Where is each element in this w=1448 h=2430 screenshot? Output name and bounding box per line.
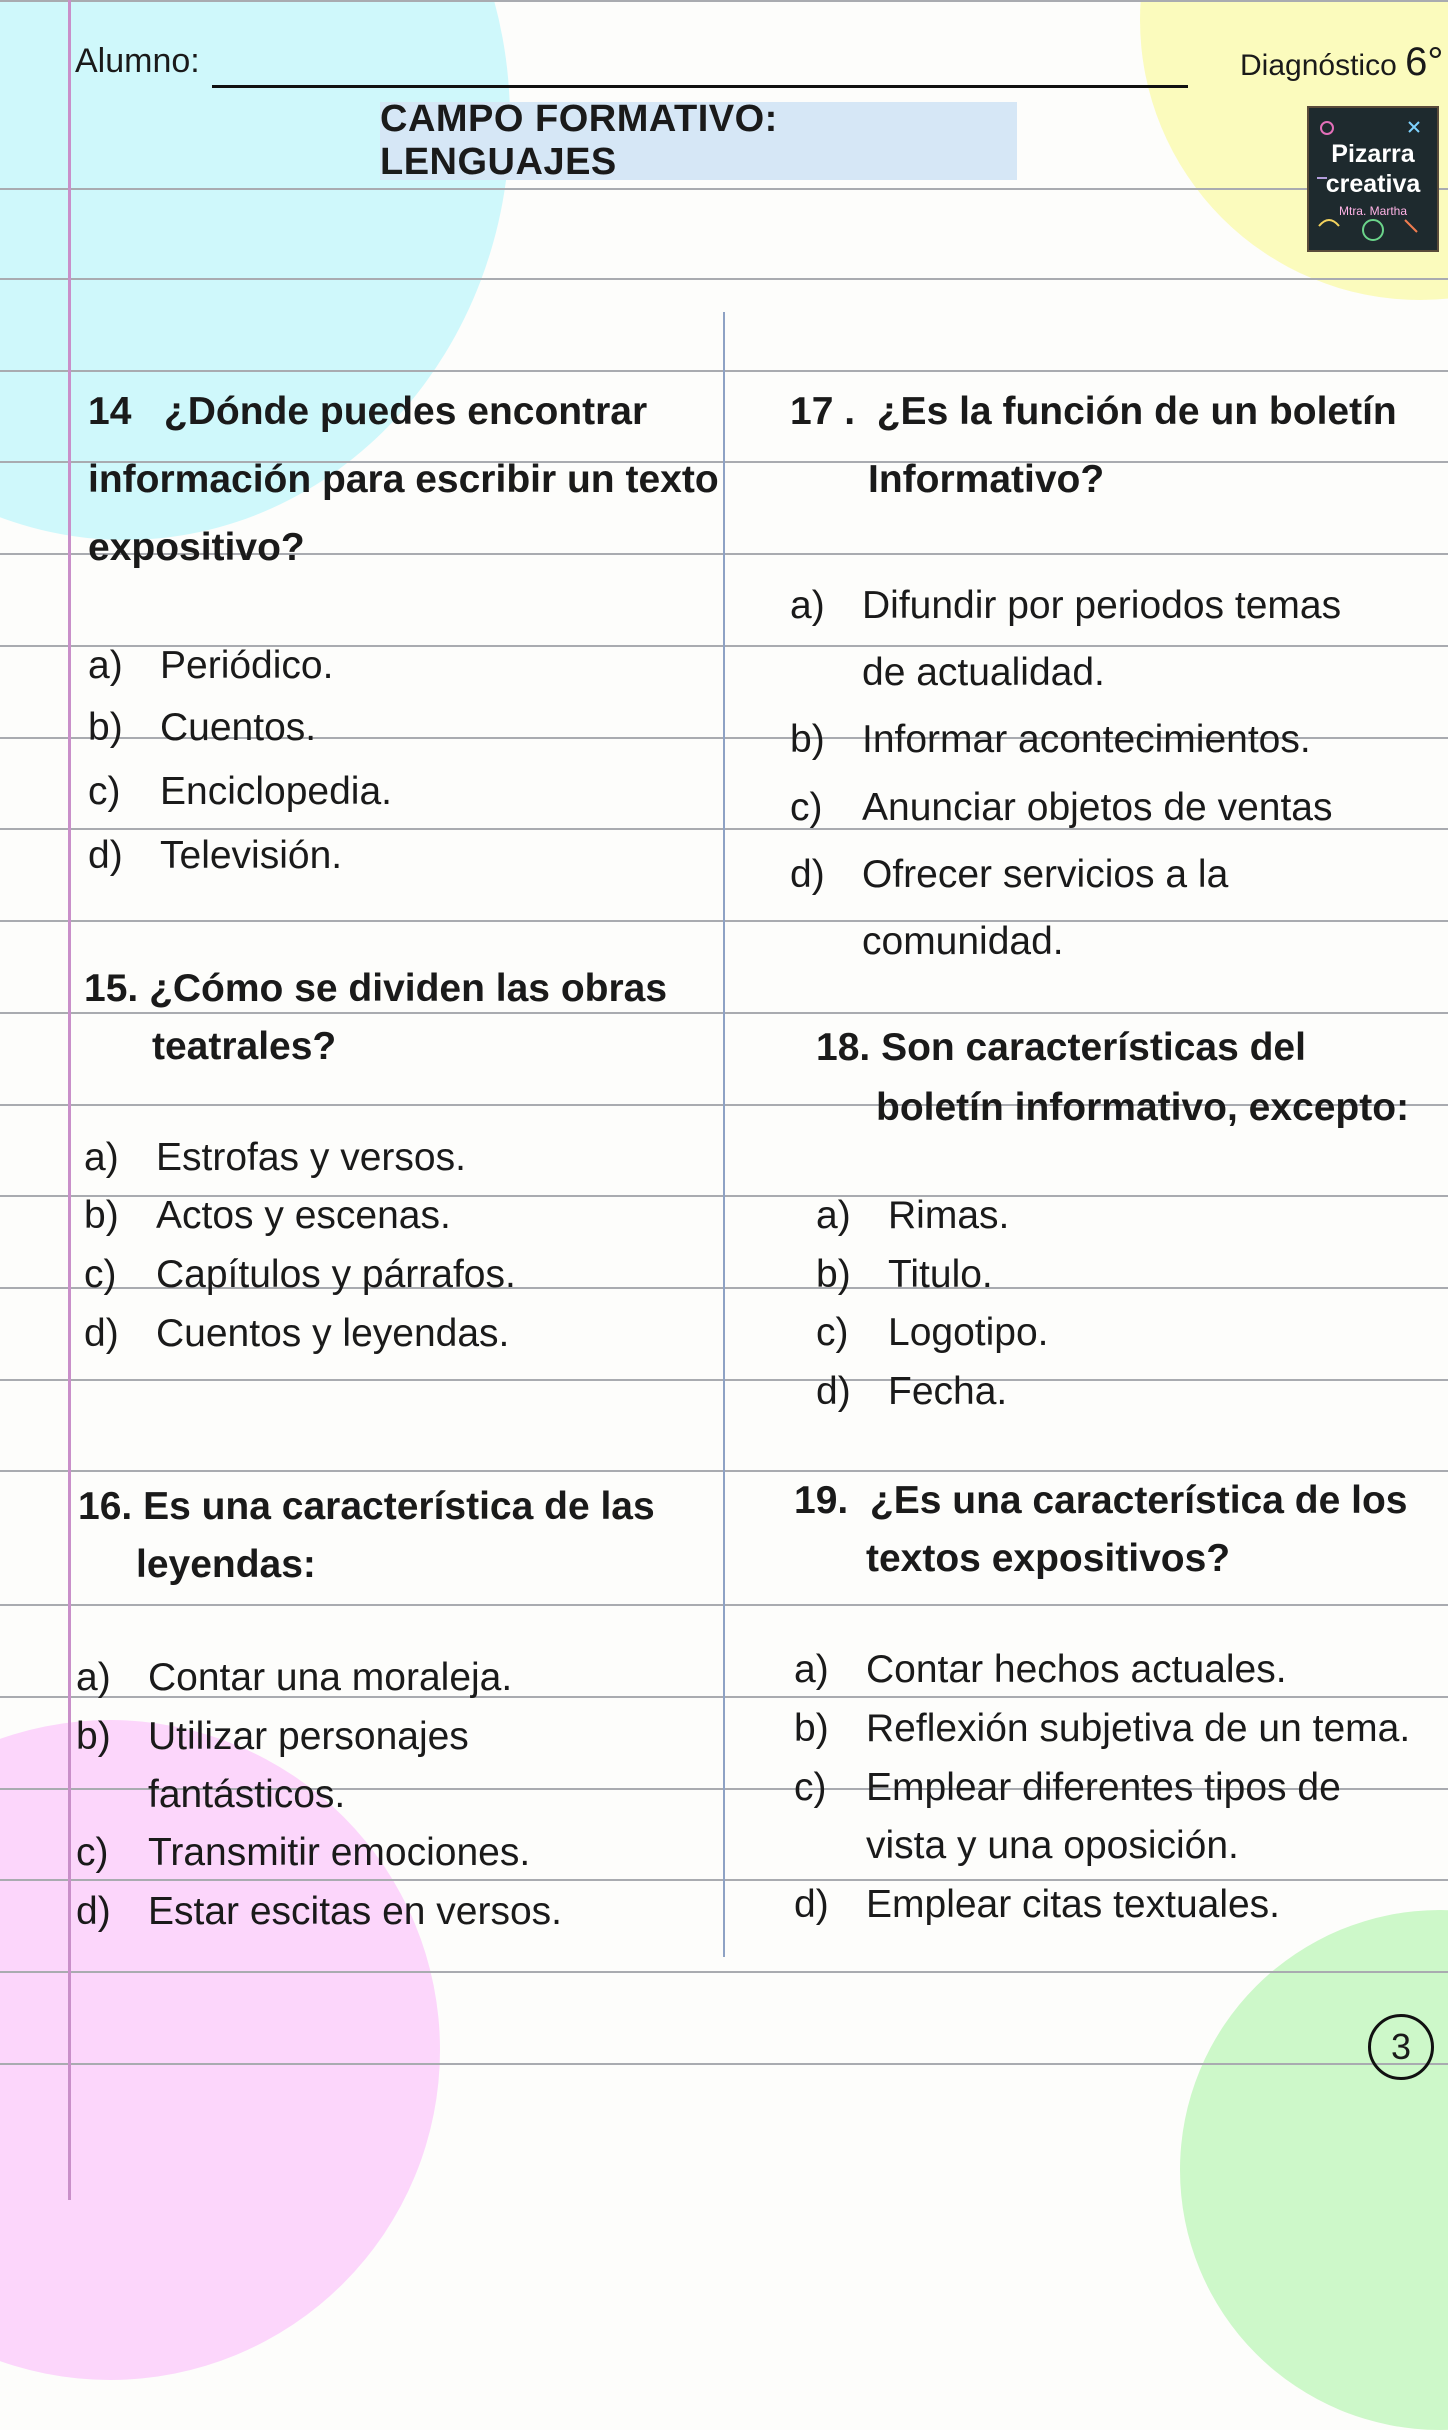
- option-text-continued: vista y una oposición.: [866, 1824, 1239, 1867]
- option-letter: d): [790, 853, 825, 896]
- option-letter: c): [84, 1253, 117, 1296]
- option-text: Televisión.: [160, 834, 343, 877]
- ruled-line: [0, 0, 1448, 2]
- option-letter: d): [794, 1883, 829, 1926]
- option-text: Cuentos.: [160, 706, 317, 749]
- margin-line: [68, 0, 71, 2200]
- option-letter: b): [84, 1194, 119, 1237]
- option-text: Cuentos y leyendas.: [156, 1312, 510, 1355]
- grade-label: 6°: [1405, 40, 1444, 84]
- question-15: [84, 960, 667, 1076]
- option-text: Reflexión subjetiva de un tema.: [866, 1707, 1411, 1750]
- alumno-name-field[interactable]: [212, 85, 1188, 88]
- option-text: Capítulos y párrafos.: [156, 1253, 516, 1296]
- option-text-continued: fantásticos.: [148, 1773, 346, 1816]
- option-text: Contar hechos actuales.: [866, 1648, 1287, 1691]
- option-letter: a): [84, 1136, 119, 1179]
- ruled-line: [0, 188, 1448, 190]
- option-text: Ofrecer servicios a la: [862, 853, 1229, 896]
- option-item[interactable]: [790, 718, 1311, 762]
- option-letter: a): [794, 1648, 829, 1691]
- question-number: 14: [88, 390, 132, 433]
- option-item[interactable]: [794, 1707, 1410, 1751]
- question-text: ¿Es la función de un boletín: [876, 390, 1397, 433]
- option-text: Estrofas y versos.: [156, 1136, 466, 1179]
- option-item[interactable]: [816, 1253, 993, 1297]
- diagnostico-text: Diagnóstico: [1240, 49, 1397, 82]
- pink-bubble: [0, 1720, 440, 2380]
- column-divider: [723, 312, 725, 1957]
- logo-line3: Mtra. Martha: [1338, 204, 1407, 218]
- option-letter: c): [816, 1311, 849, 1354]
- option-letter: a): [88, 644, 123, 687]
- diagnostico-label: [1240, 40, 1443, 85]
- question-text: Son características del: [881, 1026, 1306, 1069]
- option-letter: b): [794, 1707, 829, 1750]
- option-item[interactable]: [816, 1311, 1048, 1355]
- option-item[interactable]: [76, 1890, 562, 1934]
- option-text: Transmitir emociones.: [148, 1831, 531, 1874]
- option-letter: a): [76, 1656, 111, 1699]
- option-item[interactable]: [816, 1194, 1009, 1238]
- question-number: 18.: [816, 1026, 871, 1069]
- page-number: 3: [1368, 2014, 1434, 2080]
- question-text: Es una característica de las: [143, 1485, 655, 1528]
- option-letter: b): [88, 706, 123, 749]
- option-item[interactable]: [816, 1370, 1007, 1414]
- option-letter: c): [88, 770, 121, 813]
- option-text: Estar escitas en versos.: [148, 1890, 562, 1933]
- option-item[interactable]: [84, 1194, 451, 1238]
- option-item[interactable]: [794, 1766, 1341, 1810]
- option-item[interactable]: [88, 834, 342, 878]
- option-item[interactable]: [84, 1253, 516, 1297]
- option-text: Emplear diferentes tipos de: [866, 1766, 1341, 1809]
- pizarra-creativa-logo: [1307, 106, 1439, 252]
- question-number: 19.: [794, 1479, 849, 1522]
- option-text-continued: de actualidad.: [862, 651, 1105, 694]
- question-text: textos expositivos?: [866, 1537, 1231, 1580]
- option-text: Difundir por periodos temas: [862, 584, 1342, 627]
- option-item[interactable]: [790, 584, 1341, 628]
- option-text-continued: comunidad.: [862, 920, 1064, 963]
- option-text: Rimas.: [888, 1194, 1010, 1237]
- option-text: Logotipo.: [888, 1311, 1049, 1354]
- question-text: ¿Dónde puedes encontrar: [163, 390, 648, 433]
- option-text: Anunciar objetos de ventas: [862, 786, 1333, 829]
- option-item[interactable]: [88, 706, 316, 750]
- option-letter: d): [84, 1312, 119, 1355]
- option-item[interactable]: [76, 1656, 512, 1700]
- option-item[interactable]: [76, 1831, 530, 1875]
- option-text: Actos y escenas.: [156, 1194, 451, 1237]
- green-bubble: [1180, 1910, 1448, 2430]
- question-number: 16.: [78, 1485, 133, 1528]
- option-text: Contar una moraleja.: [148, 1656, 513, 1699]
- question-number: 17 .: [790, 390, 856, 433]
- alumno-label: Alumno:: [75, 42, 200, 80]
- question-text: teatrales?: [152, 1025, 337, 1068]
- question-text: ¿Es una característica de los: [869, 1479, 1408, 1522]
- option-item[interactable]: [84, 1136, 466, 1180]
- question-text: Informativo?: [868, 458, 1105, 501]
- question-14: [88, 378, 719, 582]
- question-number: 15.: [84, 967, 139, 1010]
- question-text: expositivo?: [88, 526, 305, 569]
- option-text: Informar acontecimientos.: [862, 718, 1311, 761]
- option-text: Titulo.: [888, 1253, 993, 1296]
- option-item[interactable]: [76, 1715, 469, 1759]
- option-item[interactable]: [88, 644, 333, 688]
- option-letter: b): [790, 718, 825, 761]
- option-letter: b): [76, 1715, 111, 1758]
- option-text: Periódico.: [160, 644, 334, 687]
- ruled-line: [0, 278, 1448, 280]
- question-text: ¿Cómo se dividen las obras: [149, 967, 668, 1010]
- question-19: [794, 1472, 1407, 1588]
- option-item[interactable]: [790, 786, 1332, 830]
- option-letter: d): [88, 834, 123, 877]
- question-17: [790, 378, 1397, 514]
- option-item[interactable]: [794, 1883, 1280, 1927]
- logo-line1: Pizarra: [1331, 140, 1415, 168]
- question-text: leyendas:: [136, 1543, 316, 1586]
- option-letter: b): [816, 1253, 851, 1296]
- option-text: Emplear citas textuales.: [866, 1883, 1281, 1926]
- option-text: Enciclopedia.: [160, 770, 392, 813]
- option-letter: c): [794, 1766, 827, 1809]
- logo-line2: creativa: [1325, 170, 1421, 198]
- option-item[interactable]: [84, 1312, 509, 1356]
- option-text: Fecha.: [888, 1370, 1008, 1413]
- question-16: [78, 1478, 655, 1594]
- option-item[interactable]: [790, 853, 1228, 897]
- option-letter: a): [816, 1194, 851, 1237]
- question-18: [816, 1018, 1409, 1138]
- ruled-line: [0, 1971, 1448, 1973]
- option-letter: d): [76, 1890, 111, 1933]
- page-title: CAMPO FORMATIVO: LENGUAJES: [380, 102, 1017, 180]
- option-letter: c): [76, 1831, 109, 1874]
- question-text: información para escribir un texto: [88, 458, 719, 501]
- question-text: boletín informativo, excepto:: [876, 1086, 1410, 1129]
- option-letter: a): [790, 584, 825, 627]
- option-item[interactable]: [88, 770, 392, 814]
- option-text: Utilizar personajes: [148, 1715, 469, 1758]
- option-letter: c): [790, 786, 823, 829]
- option-letter: d): [816, 1370, 851, 1413]
- ruled-line: [0, 2063, 1448, 2065]
- option-item[interactable]: [794, 1648, 1287, 1692]
